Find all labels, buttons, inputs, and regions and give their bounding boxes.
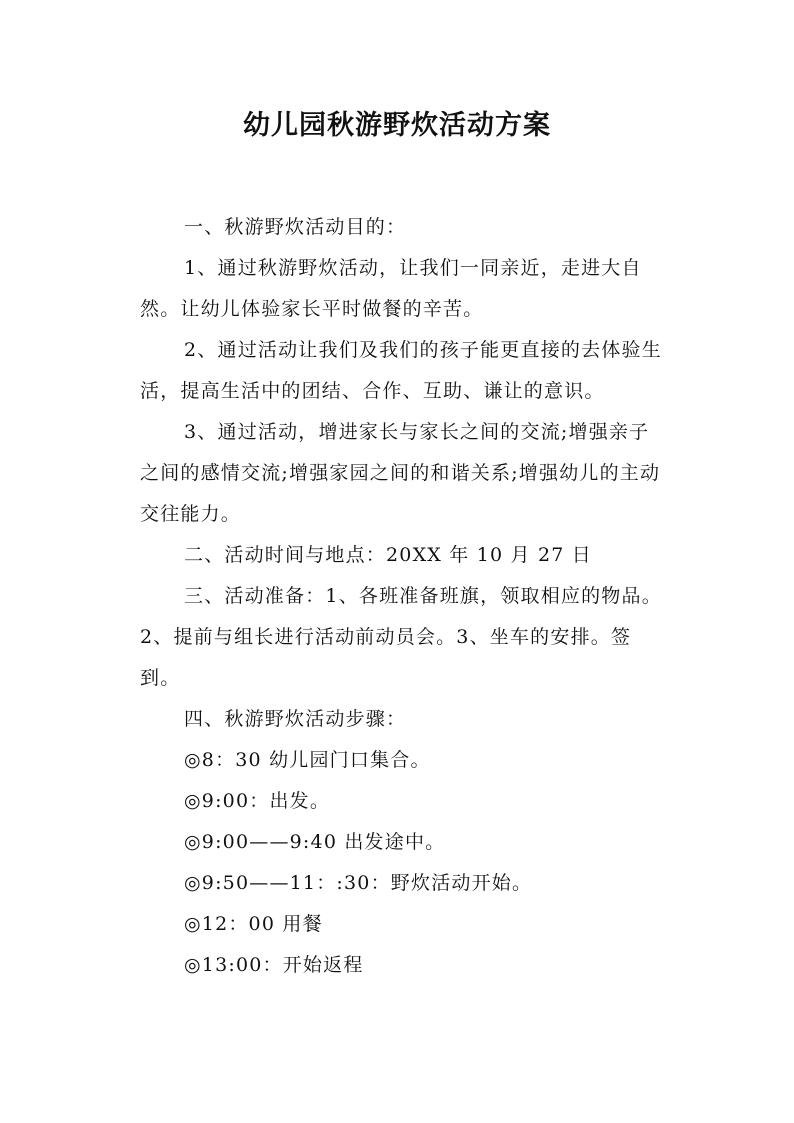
section-heading-time-place: 二、活动时间与地点：20XX 年 10 月 27 日 <box>184 544 592 566</box>
purpose-item-1: 1、通过秋游野炊活动，让我们一同亲近，走进大自然。让幼儿体验家长平时做餐的辛苦。 <box>140 257 642 320</box>
document-title: 幼儿园秋游野炊活动方案 <box>243 110 551 141</box>
schedule-item-picnic-start: ◎9:50——11：:30：野炊活动开始。 <box>184 872 533 894</box>
purpose-item-3: 3、通过活动，增进家长与家长之间的交流;增强亲子之间的感情交流;增强家园之间的和谐关系;增强幼儿的主动交往能力。 <box>140 421 661 525</box>
section-heading-purpose: 一、秋游野炊活动目的： <box>184 216 407 238</box>
schedule-item-on-the-way: ◎9:00——9:40 出发途中。 <box>184 831 446 853</box>
document-body <box>140 207 662 986</box>
section-heading-preparation: 三、活动准备：1、各班准备班旗，领取相应的物品。2、提前与组长进行活动前动员会。3、坐车的安排。签到。 <box>140 585 662 689</box>
schedule-item-return: ◎13:00：开始返程 <box>184 954 364 976</box>
schedule-item-depart: ◎9:00：出发。 <box>184 790 331 812</box>
purpose-item-2: 2、通过活动让我们及我们的孩子能更直接的去体验生活，提高生活中的团结、合作、互助、谦让的意识。 <box>140 339 662 402</box>
schedule-item-assemble: ◎8：30 幼儿园门口集合。 <box>184 749 431 771</box>
schedule-item-meal: ◎12：00 用餐 <box>184 913 323 935</box>
section-heading-steps: 四、秋游野炊活动步骤： <box>184 708 407 730</box>
